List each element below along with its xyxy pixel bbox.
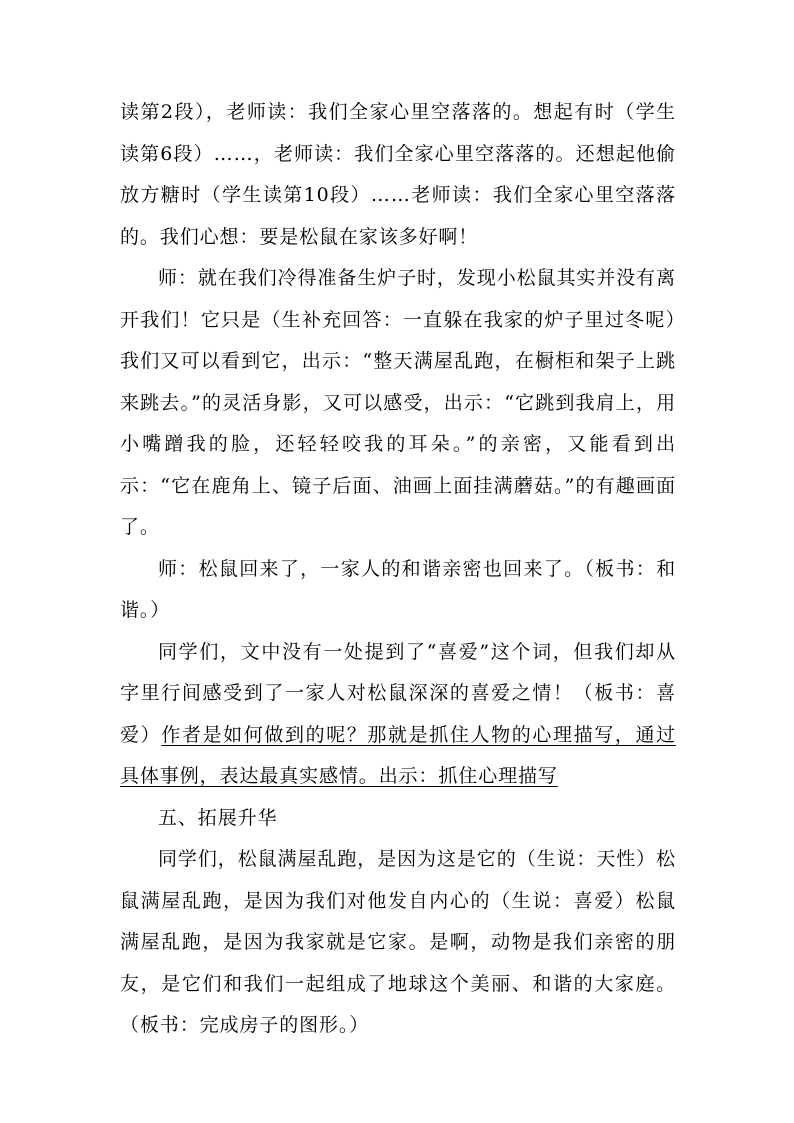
paragraph-teacher-squirrel-returns bbox=[120, 258, 676, 549]
section-heading-extension bbox=[120, 798, 676, 840]
paragraph-text: 同学们，松鼠满屋乱跑，是因为这是它的（生说：天性）松鼠满屋乱跑，是因为我们对他发自内心的（生说：喜爱）松鼠满屋乱跑，是因为我家就是它家。是啊，动物是我们亲密的朋友，是它们和我们一起组成了地球这个美丽、和谐的大家庭。（板书：完成房子的图形。） bbox=[120, 848, 676, 1036]
paragraph-text: 同学们，文中没有一处提到了“喜爱”这个词，但我们却从字里行间感受到了一家人对松鼠深深的喜爱之情！（板书：喜爱） bbox=[120, 640, 676, 746]
paragraph-extension-summary bbox=[120, 839, 676, 1047]
paragraph-continued-reading bbox=[120, 92, 676, 258]
paragraph-text: 师：就在我们冷得准备生炉子时，发现小松鼠其实并没有离开我们！它只是（生补充回答：一直躲在我家的炉子里过冬呢）我们又可以看到它，出示：“整天满屋乱跑，在橱柜和架子上跳来跳去。”的灵活身影，又可以感受，出示：“它跳到我肩上，用小嘴蹭我的脸，还轻轻咬我的耳朵。”的亲密，又能看到出示：“它在鹿角上、镜子后面、油画上面挂满蘑菇。”的有趣画面了。 bbox=[120, 267, 676, 538]
paragraph-teacher-harmony bbox=[120, 549, 676, 632]
paragraph-text: 读第2段），老师读：我们全家心里空落落的。想起有时（学生读第6段）……，老师读：我们全家心里空落落的。还想起他偷放方糖时（学生读第10段）……老师读：我们全家心里空落落的。我们心想：要是松鼠在家该多好啊！ bbox=[120, 101, 676, 248]
document-body bbox=[120, 92, 676, 1047]
paragraph-text: 师：松鼠回来了，一家人的和谐亲密也回来了。（板书：和谐。） bbox=[120, 557, 676, 621]
paragraph-students-love bbox=[120, 632, 676, 798]
heading-text: 五、拓展升华 bbox=[158, 806, 278, 829]
underlined-text: 作者是如何做到的呢？那就是抓住人物的心理描写，通过具体事例，表达最真实感情。出示：抓住心理描写 bbox=[120, 723, 676, 787]
